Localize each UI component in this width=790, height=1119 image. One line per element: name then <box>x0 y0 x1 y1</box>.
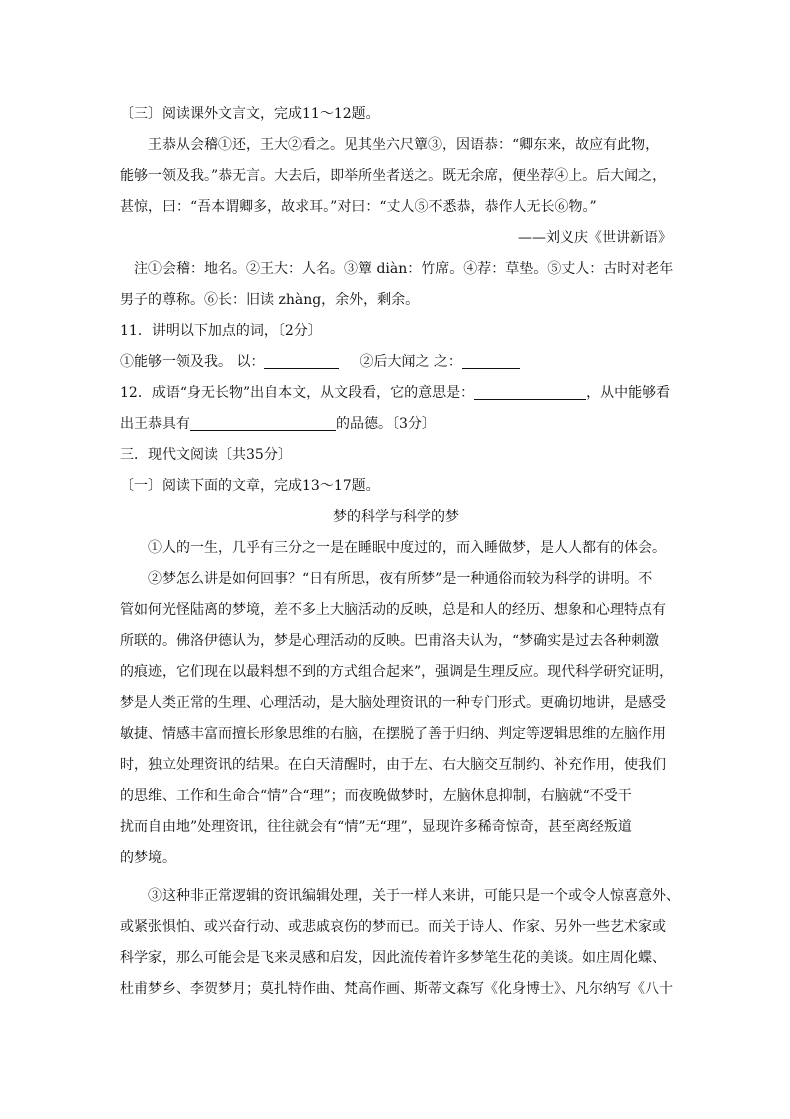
article-line: 敏捷、情感丰富而擅长形象思维的右脑，在摆脱了善于归纳、判定等逻辑思维的左脑作用 <box>120 726 666 742</box>
question-12-line-2 <box>120 414 436 435</box>
question-11-items <box>120 352 520 373</box>
article-line: 科学家，那么可能会是飞来灵感和启发，因此流传着许多梦笔生花的美谈。如庄周化蝶、 <box>120 950 666 966</box>
question-11-item-1: ①能够一领及我。 以： <box>120 354 265 370</box>
article-line: 所联的。佛洛伊德认为，梦是心理活动的反映。巴甫洛夫认为，“梦确实是过去各种刺激 <box>120 633 660 649</box>
question-12-text: ，从中能够看 <box>586 385 671 401</box>
article-line: 杜甫梦乡、李贺梦月；莫扎特作曲、梵高作画、斯蒂文森写《化身博士》、凡尔纳写《八十 <box>120 981 673 997</box>
classical-text-line: 能够一领及我。”恭无言。大去后，即举所坐者送之。既无余席，便坐荐④上。后大闻之， <box>120 168 667 184</box>
question-12-text: 12．成语“身无长物”出自本文，从文段看，它的意思是： <box>120 385 475 401</box>
article-line: ①人的一生，几乎有三分之一是在睡眠中度过的，而入睡做梦，是人人都有的体会。 <box>148 540 666 556</box>
article-line: 的思维、工作和生命合“情”合“理”；而夜晚做梦时，左脑休息抑制，右脑就“不受干 <box>120 788 632 804</box>
article-line: 梦是人类正常的生理、心理活动，是大脑处理资讯的一种专门形式。更确切地讲，是感受 <box>120 695 666 711</box>
article-line: 或紧张惧怕、或兴奋行动、或悲戚哀伤的梦而已。而关于诗人、作家、另外一些艺术家或 <box>120 919 666 935</box>
article-line: ③这种非正常逻辑的资讯编辑处理，关于一样人来讲，可能只是一个或令人惊喜意外、 <box>148 888 680 904</box>
answer-blank-11-1[interactable] <box>264 354 339 369</box>
section-3-header: 〔三〕阅读课外文言文，完成11～12题。 <box>120 106 380 122</box>
article-line: 管如何光怪陆离的梦境，差不多上大脑活动的反映，总是和人的经历、想象和心理特点有 <box>120 602 666 618</box>
article-line: ②梦怎么讲是如何回事？“日有所思，夜有所梦”是一种通俗而较为科学的讲明。不 <box>148 571 653 587</box>
answer-blank-11-2[interactable] <box>462 354 520 369</box>
question-11-stem: 11．讲明以下加点的词，〔2分〕 <box>120 323 322 339</box>
answer-blank-12-1[interactable] <box>474 385 586 400</box>
classical-text-line: 甚惊，曰：“吾本谓卿多，故求耳。”对曰：“丈人⑤不悉恭，恭作人无长⑥物。” <box>120 199 597 215</box>
annotation-line: 男子的尊称。⑥长：旧读 zhàng，余外，剩余。 <box>120 292 420 308</box>
question-12-text: 的品德。〔3分〕 <box>336 416 436 432</box>
answer-blank-12-2[interactable] <box>190 416 336 431</box>
classical-text-line: 王恭从会稽①还，王大②看之。见其坐六尺簟③，因语恭：“卿东来，故应有此物， <box>148 137 660 153</box>
question-12-text: 出王恭具有 <box>120 416 190 432</box>
subsection-1-header: 〔一〕阅读下面的文章，完成13～17题。 <box>120 478 380 494</box>
article-line: 的梦境。 <box>120 850 176 866</box>
source-attribution: ——刘义庆《世讲新语》 <box>518 230 672 246</box>
article-line: 的痕迹，它们现在以最料想不到的方式组合起来”，强调是生理反应。现代科学研究证明， <box>120 664 674 680</box>
annotation-line: 注①会稽：地名。②王大：人名。③簟 diàn：竹席。④荐：草垫。⑤丈人：古时对老年 <box>134 261 674 277</box>
article-line: 扰而自由地”处理资讯，往往就会有“情”无“理”，显现许多稀奇惊奇，甚至离经叛道 <box>120 819 632 835</box>
article-line: 时，独立处理资讯的结果。在白天清醒时，由于左、右大脑交互制约、补充作用，使我们 <box>120 757 666 773</box>
question-11-item-2: ②后大闻之 之： <box>359 354 462 370</box>
part-3-header: 三．现代文阅读〔共35分〕 <box>120 447 292 463</box>
article-title: 梦的科学与科学的梦 <box>333 509 459 525</box>
question-12-line-1 <box>120 383 670 404</box>
